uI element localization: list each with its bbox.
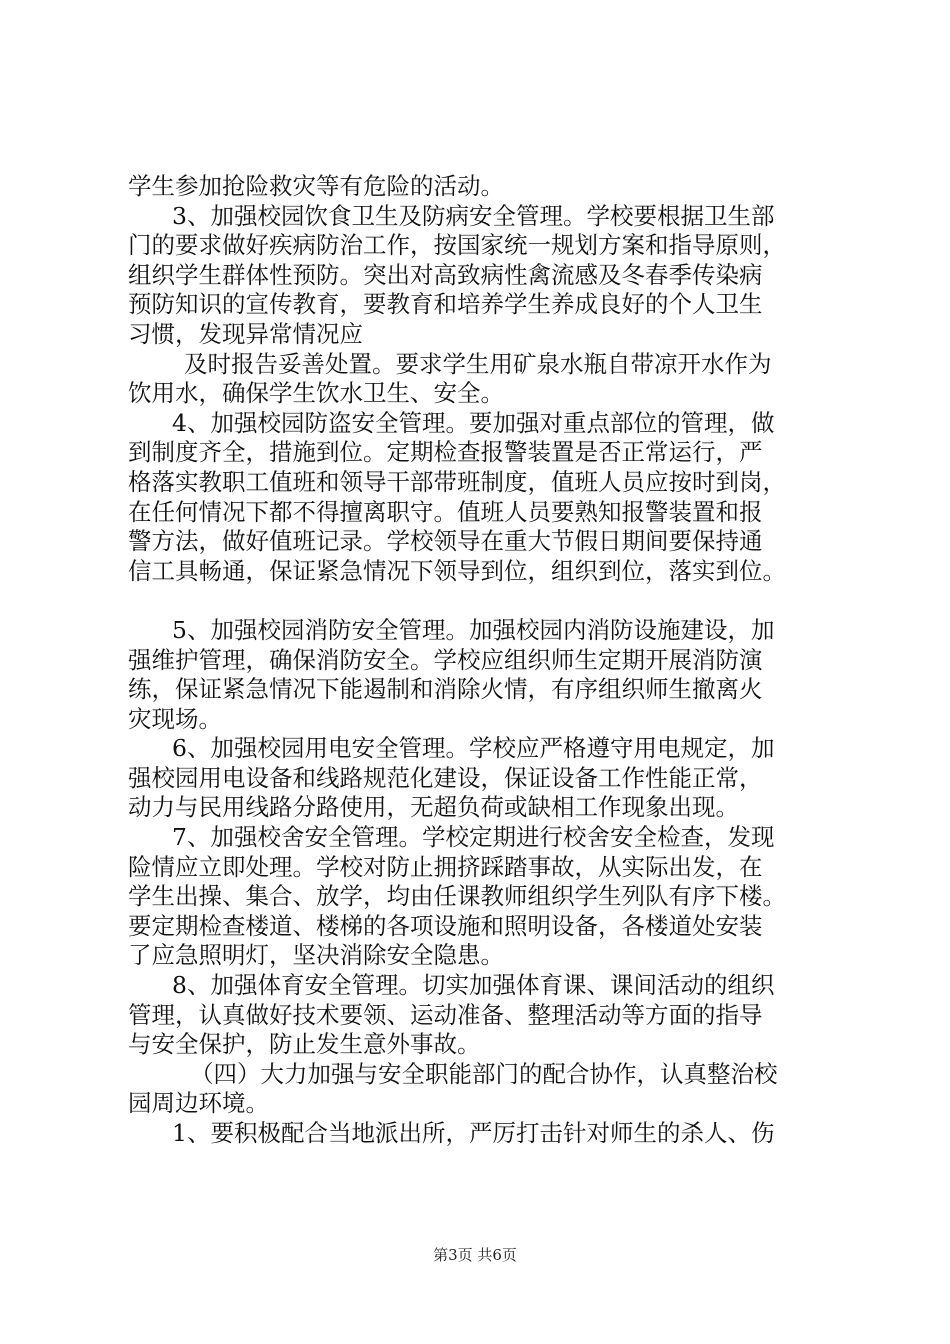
text-line: 强校园用电设备和线路规范化建设，保证设备工作性能正常， xyxy=(128,763,763,792)
text-line: 6、加强校园用电安全管理。学校应严格遵守用电规定，加 xyxy=(172,734,775,763)
text-line: 4、加强校园防盗安全管理。要加强对重点部位的管理，做 xyxy=(172,408,775,437)
text-line: 1、要积极配合当地派出所，严厉打击针对师生的杀人、伤 xyxy=(172,1119,775,1147)
text-line: 格落实教职工值班和领导干部带班制度，值班人员应按时到岗， xyxy=(128,467,786,496)
text-line: 7、加强校舍安全管理。学校定期进行校舍安全检查，发现 xyxy=(172,823,775,852)
document-body xyxy=(128,172,848,1149)
page-footer: 第3页 共6页 xyxy=(433,1246,517,1264)
text-line: 管理，认真做好技术要领、运动准备、整理活动等方面的指导 xyxy=(128,1000,763,1029)
text-line: 8、加强体育安全管理。切实加强体育课、课间活动的组织 xyxy=(172,971,775,1000)
text-line: 3、加强校园饮食卫生及防病安全管理。学校要根据卫生部 xyxy=(172,201,775,230)
text-line: 组织学生群体性预防。突出对高致病性禽流感及冬春季传染病 xyxy=(128,260,763,289)
text-line: 强维护管理，确保消防安全。学校应组织师生定期开展消防演 xyxy=(128,645,763,674)
text-line: 到制度齐全，措施到位。定期检查报警装置是否正常运行，严 xyxy=(128,438,763,467)
text-line: 了应急照明灯，坚决消除安全隐患。 xyxy=(128,941,504,970)
text-line: 预防知识的宣传教育，要教育和培养学生养成良好的个人卫生 xyxy=(128,290,763,319)
text-line: 与安全保护，防止发生意外事故。 xyxy=(128,1030,481,1059)
text-line: 及时报告妥善处置。要求学生用矿泉水瓶自带凉开水作为 xyxy=(184,349,772,378)
text-line: （四）大力加强与安全职能部门的配合协作，认真整治校 xyxy=(190,1059,778,1088)
text-line: 饮用水，确保学生饮水卫生、安全。 xyxy=(128,379,504,408)
text-line: 学生参加抢险救灾等有危险的活动。 xyxy=(128,172,504,200)
paragraph-gap xyxy=(128,586,848,616)
text-line: 要定期检查楼道、楼梯的各项设施和照明设备，各楼道处安装 xyxy=(128,911,763,940)
text-line: 门的要求做好疾病防治工作，按国家统一规划方案和指导原则， xyxy=(128,231,786,260)
text-line: 动力与民用线路分路使用，无超负荷或缺相工作现象出现。 xyxy=(128,793,739,822)
text-line: 信工具畅通，保证紧急情况下领导到位，组织到位，落实到位。 xyxy=(128,556,786,585)
text-line: 灾现场。 xyxy=(128,704,222,733)
text-line: 在任何情况下都不得擅离职守。值班人员要熟知报警装置和报 xyxy=(128,497,763,526)
text-line: 警方法，做好值班记录。学校领导在重大节假日期间要保持通 xyxy=(128,527,763,556)
text-line: 习惯，发现异常情况应 xyxy=(128,319,363,348)
text-line: 园周边环境。 xyxy=(128,1089,269,1118)
text-line: 险情应立即处理。学校对防止拥挤踩踏事故，从实际出发，在 xyxy=(128,852,763,881)
text-line: 练，保证紧急情况下能遏制和消除火情，有序组织师生撤离火 xyxy=(128,675,763,704)
text-line: 学生出操、集合、放学，均由任课教师组织学生列队有序下楼。 xyxy=(128,882,786,911)
text-line: 5、加强校园消防安全管理。加强校园内消防设施建设，加 xyxy=(172,615,775,644)
